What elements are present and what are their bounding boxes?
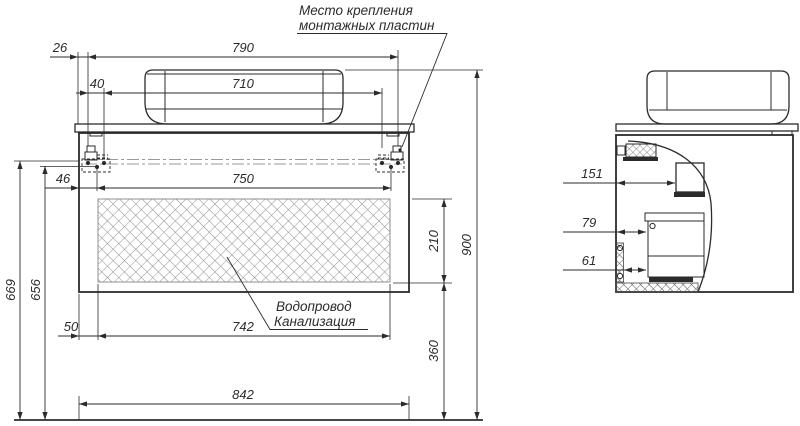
plumbing-note-line1: Водопровод — [276, 299, 352, 314]
mounting-note-leader — [297, 34, 447, 148]
dim-edge-to-plate: 26 — [52, 40, 68, 55]
dim-cutout-span: 742 — [232, 319, 254, 334]
sink-side-inner — [649, 72, 787, 110]
drain-block-base — [674, 192, 705, 197]
dim-hook-height: 656 — [28, 279, 43, 301]
countertop-side — [616, 124, 798, 131]
drawer-box-side — [645, 213, 704, 282]
dim-hole-span: 710 — [232, 76, 254, 91]
bottom-strip-side — [616, 283, 698, 292]
dim-mount-height: 669 — [3, 279, 18, 301]
dim-plate-span: 790 — [232, 40, 254, 55]
mounting-plate-base — [623, 157, 658, 161]
dim-wall-to-box: 61 — [581, 253, 597, 268]
mounting-leader-point — [398, 148, 401, 151]
dim-wall-to-drain: 151 — [581, 166, 603, 181]
dim-total-height: 900 — [459, 234, 474, 256]
dim-cabinet-width: 842 — [232, 387, 254, 402]
side-view — [616, 71, 798, 292]
dim-hook-span: 750 — [232, 171, 254, 186]
mounting-note-line1: Место крепления — [299, 3, 413, 18]
sink-side — [647, 71, 789, 124]
mounting-plate-side — [626, 144, 656, 157]
plumbing-note-line2: Канализация — [274, 314, 356, 329]
mounting-note-line2: монтажных пластин — [299, 18, 435, 33]
wall-hook-side — [617, 146, 625, 155]
dim-plate-to-hole: 40 — [89, 76, 105, 91]
front-view — [14, 70, 483, 420]
dim-floor-clearance: 360 — [426, 340, 441, 362]
countertop-front — [75, 124, 414, 132]
mounting-rail-centerline — [85, 160, 402, 165]
dim-edge-to-cutout: 50 — [63, 319, 79, 334]
dim-wall-to-drawer: 79 — [581, 215, 597, 230]
drain-block-side — [676, 163, 704, 192]
dim-edge-to-hook: 46 — [55, 171, 71, 186]
wall-strip-side — [617, 243, 624, 282]
drawer-cutout-hatch — [98, 199, 390, 282]
dim-cutout-height: 210 — [426, 230, 441, 252]
